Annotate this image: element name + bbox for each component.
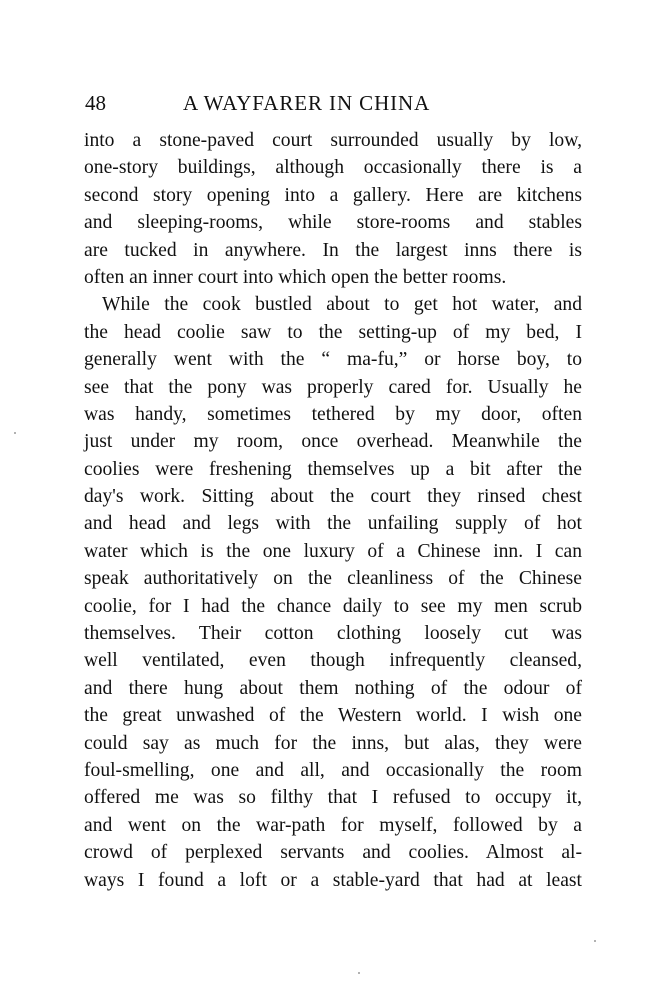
text-line: often an inner court into which open the better rooms. (84, 266, 507, 288)
text-line: themselves. Their cotton clothing loosely cut was (84, 623, 582, 645)
paragraph-continued (84, 127, 582, 291)
body-text (84, 127, 582, 894)
text-line: crowd of perplexed servants and coolies. Almost al- (84, 842, 582, 864)
running-title: A WAYFARER IN CHINA (183, 91, 431, 115)
text-line: was handy, sometimes tethered by my door, often (84, 403, 582, 425)
text-line: coolie, for I had the chance daily to see my men scrub (84, 595, 582, 617)
text-line: generally went with the “ ma-fu,” or horse boy, to (84, 349, 582, 371)
text-line: ways I found a loft or a stable-yard that had at least (84, 869, 582, 891)
text-line: could say as much for the inns, but alas, they were (84, 732, 582, 754)
text-line: speak authoritatively on the cleanliness of the Chinese (84, 568, 582, 590)
text-line: While the cook bustled about to get hot water, and (102, 294, 582, 316)
scan-speck (14, 432, 16, 434)
scan-speck (594, 940, 596, 942)
text-line: and head and legs with the unfailing supply of hot (84, 513, 582, 535)
text-line: foul-smelling, one and all, and occasionally the room (84, 759, 582, 781)
text-line: water which is the one luxury of a Chinese inn. I can (84, 540, 582, 562)
text-line: day's work. Sitting about the court they rinsed chest (84, 486, 582, 508)
text-line: the great unwashed of the Western world. I wish one (84, 705, 582, 727)
text-line: and sleeping-rooms, while store-rooms and stables (84, 212, 582, 234)
text-line: the head coolie saw to the setting-up of my bed, I (84, 321, 582, 343)
text-line: into a stone-paved court surrounded usually by low, (84, 130, 582, 151)
text-line: coolies were freshening themselves up a bit after the (84, 458, 582, 480)
text-line: second story opening into a gallery. Here are kitchens (84, 184, 582, 206)
scan-speck (358, 972, 360, 974)
running-header (85, 90, 585, 120)
text-line: and went on the war-path for myself, followed by a (84, 814, 582, 836)
text-line: offered me was so filthy that I refused to occupy it, (84, 787, 582, 809)
paragraph (84, 291, 582, 894)
page-number: 48 (85, 91, 106, 115)
text-line: are tucked in anywhere. In the largest inns there is (84, 239, 582, 261)
text-line: one-story buildings, although occasionally there is a (84, 157, 582, 179)
text-line: just under my room, once overhead. Meanwhile the (84, 431, 582, 453)
text-line: see that the pony was properly cared for. Usually he (84, 376, 582, 398)
text-line: and there hung about them nothing of the odour of (84, 677, 582, 699)
text-line: well ventilated, even though infrequently cleansed, (84, 650, 582, 672)
